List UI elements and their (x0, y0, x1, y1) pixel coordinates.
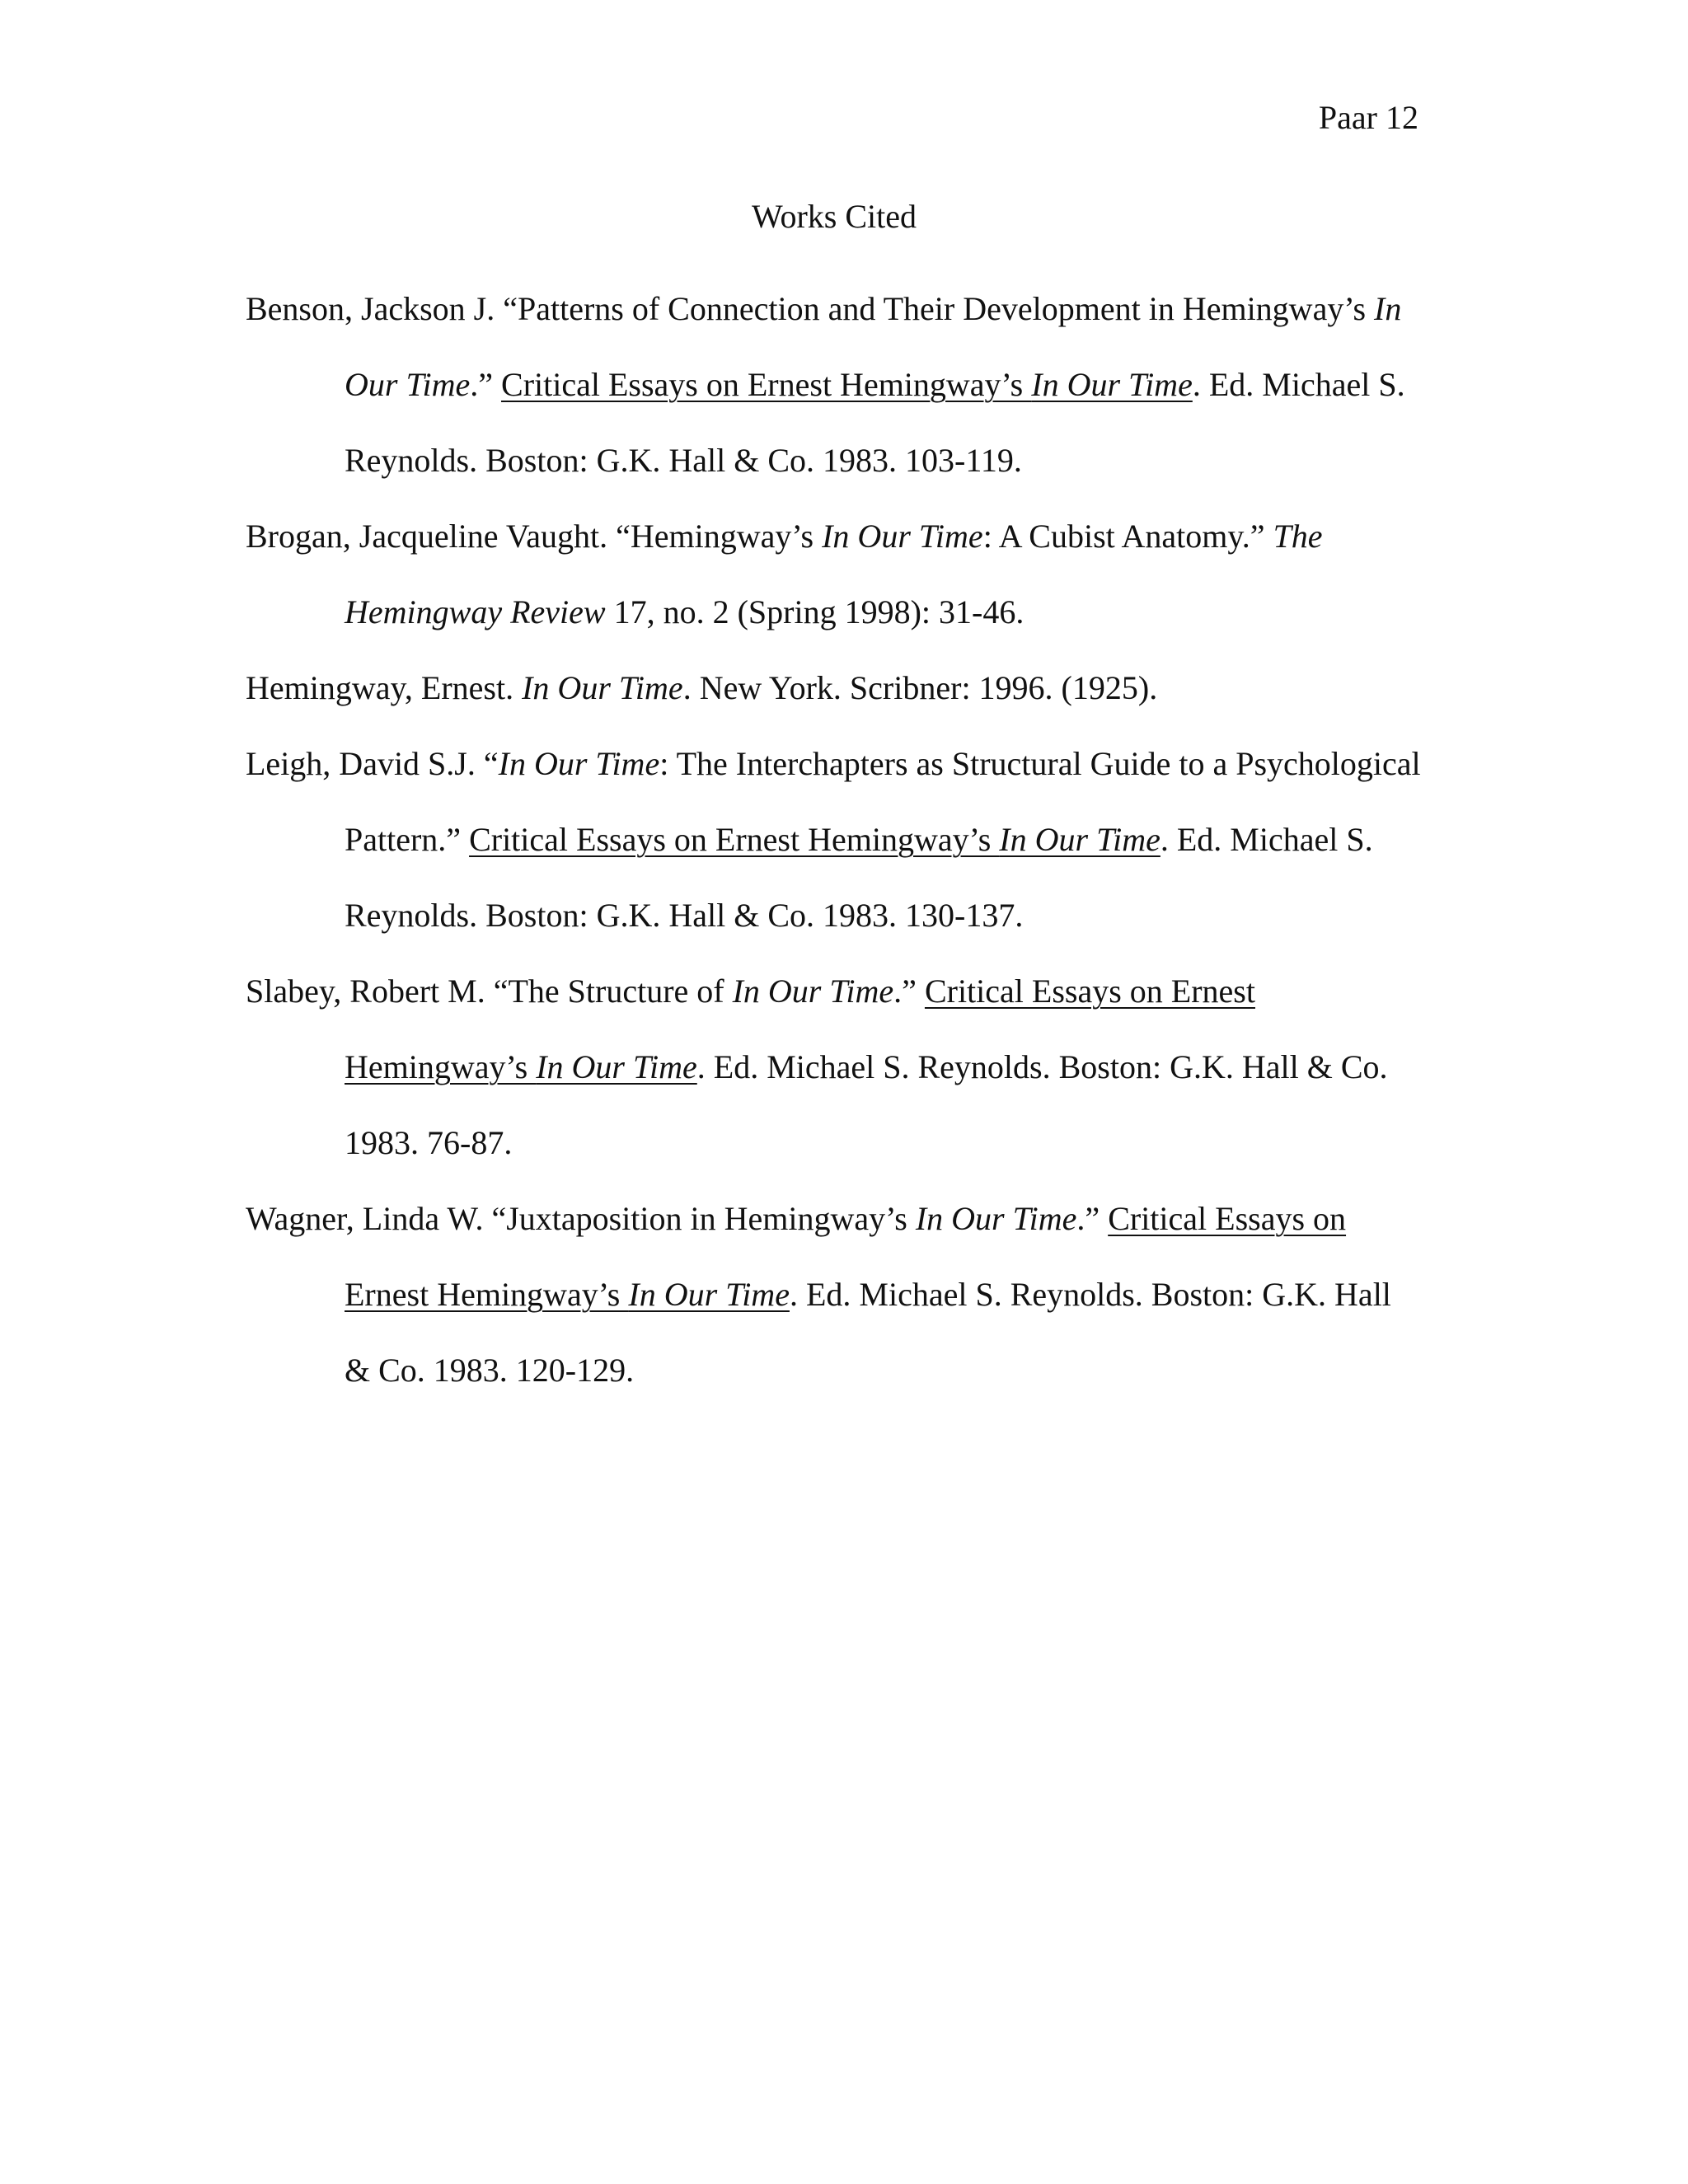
citation-book-title (469, 821, 1160, 858)
citation-line (246, 1333, 1421, 1408)
citation-brogan (246, 499, 1421, 650)
citation-text: Reynolds. Boston: G.K. Hall & Co. 1983. 103-119. (345, 442, 1022, 479)
citation-underlined-text: Critical Essays on (1108, 1200, 1347, 1237)
citation-underlined-text: Ernest Hemingway’s (345, 1276, 629, 1313)
citation-text: Pattern.” (345, 821, 470, 858)
citation-italic-text: In Our Time (732, 972, 894, 1010)
citation-line (246, 347, 1421, 423)
citation-italic-text: In Our Time (498, 745, 660, 782)
citation-text: . Ed. Michael S. Reynolds. Boston: G.K. Hall (789, 1276, 1391, 1313)
citation-book-title (501, 366, 1193, 403)
citation-italic-text: In Our Time (1031, 366, 1193, 403)
citation-underlined-text: Hemingway’s (345, 1048, 537, 1085)
citation-text: : A Cubist Anatomy.” (982, 518, 1273, 555)
citation-text: . New York. Scribner: 1996. (1925). (682, 669, 1158, 706)
citation-benson (246, 271, 1421, 499)
citation-italic-text: In Our Time (999, 821, 1160, 858)
citation-text: Reynolds. Boston: G.K. Hall & Co. 1983. 130-137. (345, 897, 1024, 934)
citation-text: Slabey, Robert M. “The Structure of (246, 972, 733, 1010)
citation-hemingway (246, 650, 1421, 726)
citation-text: Wagner, Linda W. “Juxtaposition in Hemingway’s (246, 1200, 916, 1237)
citation-italic-text: In Our Time (822, 518, 983, 555)
citation-text: .” (470, 366, 502, 403)
citation-text: 17, no. 2 (Spring 1998): 31-46. (605, 593, 1025, 630)
citation-italic-text: Hemingway Review (345, 593, 606, 630)
citation-line (246, 1181, 1421, 1257)
page-title: Works Cited (751, 198, 917, 235)
citation-italic-text: The (1273, 518, 1323, 555)
citation-text: & Co. 1983. 120-129. (345, 1352, 635, 1389)
citation-line (246, 271, 1421, 347)
citation-line (246, 1257, 1421, 1333)
citation-italic-text: In Our Time (522, 669, 683, 706)
citation-line (246, 423, 1421, 499)
citation-text: Hemingway, Ernest. (246, 669, 523, 706)
citation-text: Brogan, Jacqueline Vaught. “Hemingway’s (246, 518, 823, 555)
citation-text: . Ed. Michael S. (1160, 821, 1373, 858)
citation-line (246, 650, 1421, 726)
citation-slabey (246, 954, 1421, 1181)
citation-text: .” (1076, 1200, 1109, 1237)
citation-italic-text: In Our Time (915, 1200, 1077, 1237)
running-head: Paar 12 (1318, 99, 1418, 136)
citation-text: Benson, Jackson J. “Patterns of Connection and Their Development in Hemingway’s (246, 290, 1375, 327)
citation-text: Leigh, David S.J. “ (246, 745, 499, 782)
citation-text: : The Interchapters as Structural Guide to a Psychological (659, 745, 1421, 782)
citation-line (246, 878, 1421, 954)
citation-underlined-text: Critical Essays on Ernest Hemingway’s (469, 821, 1000, 858)
citation-line (246, 954, 1421, 1029)
citation-line (246, 726, 1421, 802)
citation-italic-text: In Our Time (536, 1048, 697, 1085)
citation-book-title (345, 1276, 790, 1313)
citation-italic-text: In (1374, 290, 1402, 327)
citation-line (246, 574, 1421, 650)
citation-line (246, 499, 1421, 574)
citation-underlined-text: Critical Essays on Ernest Hemingway’s (501, 366, 1032, 403)
citation-leigh (246, 726, 1421, 954)
citation-text: .” (893, 972, 925, 1010)
citation-underlined-text: Critical Essays on Ernest (924, 972, 1255, 1010)
citation-line (246, 1105, 1421, 1181)
citation-text: 1983. 76-87. (345, 1124, 513, 1161)
citation-italic-text: Our Time (345, 366, 471, 403)
citation-wagner (246, 1181, 1421, 1408)
works-cited-list (246, 271, 1421, 1408)
citation-book-title (345, 1048, 697, 1085)
citation-italic-text: In Our Time (628, 1276, 790, 1313)
citation-line (246, 1029, 1421, 1105)
citation-line (246, 802, 1421, 878)
citation-text: . Ed. Michael S. (1192, 366, 1405, 403)
citation-text: . Ed. Michael S. Reynolds. Boston: G.K. Hall & Co. (696, 1048, 1388, 1085)
